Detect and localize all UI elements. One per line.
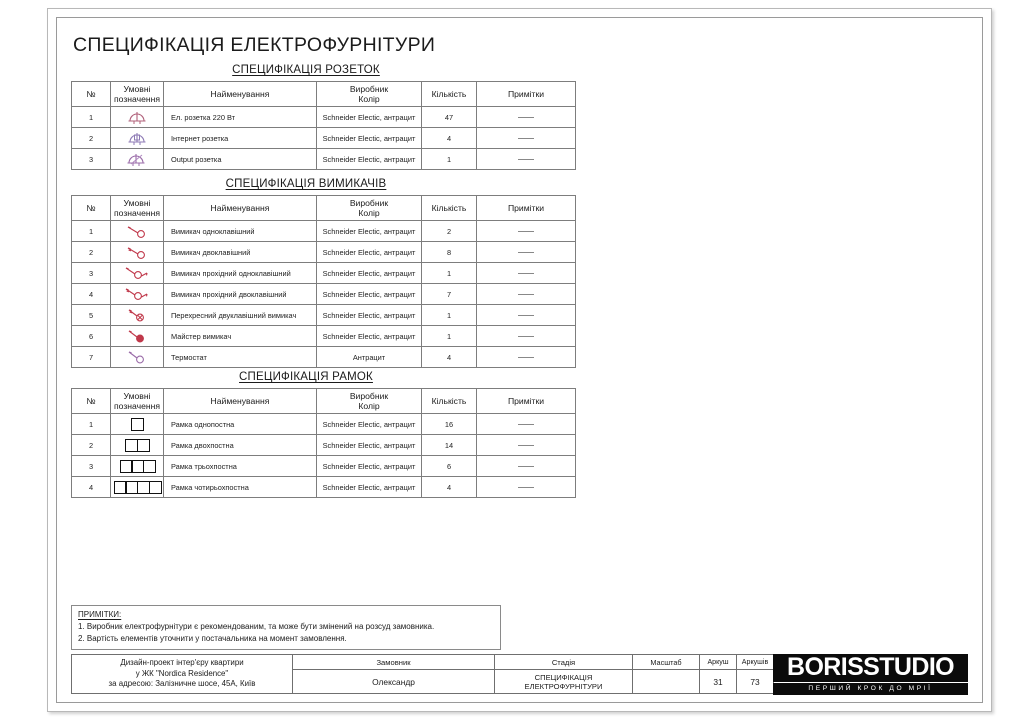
section-title-switches: СПЕЦИФІКАЦІЯ ВИМИКАЧІВ: [225, 178, 387, 190]
col-header-name: Найменування: [164, 196, 317, 221]
row-note: [477, 435, 576, 456]
socket-internet-icon: [111, 128, 164, 149]
row-note: [477, 477, 576, 498]
row-num: 1: [72, 221, 111, 242]
sheet-inner-frame: [56, 17, 983, 703]
frames-table-header: [72, 389, 576, 414]
col-header-maker-line1: Виробник: [349, 390, 389, 401]
row-num: 7: [72, 347, 111, 368]
row-note: [477, 284, 576, 305]
title-block-customer: [292, 654, 495, 694]
project-line-3: за адресою: Залізничне шосе, 45А, Київ: [108, 679, 256, 689]
sockets-table: [71, 81, 576, 170]
table-header-row: [72, 196, 576, 221]
note-dash: [518, 159, 534, 160]
project-line-1: Дизайн-проект інтер'єру квартири: [120, 658, 244, 668]
socket-output-icon: [111, 149, 164, 170]
title-block-scale: [632, 654, 700, 694]
socket-internet-glyph: [126, 130, 148, 146]
row-name: Рамка трьохпостна: [164, 456, 317, 477]
switch-pass-double-icon: [111, 284, 164, 305]
frame-cell: [131, 418, 144, 431]
notes-line-1: 1. Виробник електрофурнітури є рекомендованим, та може бути змінений на розсуд замовника.: [78, 622, 435, 632]
row-note: [477, 414, 576, 435]
table-row: [72, 221, 576, 242]
note-dash: [518, 273, 534, 274]
col-header-maker: [317, 82, 422, 107]
row-qty: 47: [422, 107, 477, 128]
table-row: [72, 305, 576, 326]
switch-pass-single-glyph: [123, 265, 151, 281]
table-row: [72, 263, 576, 284]
row-maker: Schneider Electic, антрацит: [317, 284, 422, 305]
section-frames: [71, 371, 545, 498]
row-note: [477, 107, 576, 128]
note-dash: [518, 138, 534, 139]
title-block-project: [71, 654, 293, 694]
row-maker: Schneider Electic, антрацит: [317, 456, 422, 477]
row-name: Термостат: [164, 347, 317, 368]
title-block: [71, 654, 968, 694]
frame-1-post-icon: [111, 414, 164, 435]
col-header-symbol-line1: Умовні: [123, 197, 151, 208]
row-maker: Schneider Electic, антрацит: [317, 221, 422, 242]
sockets-table-header: [72, 82, 576, 107]
row-note: [477, 242, 576, 263]
frame-cells: [111, 418, 163, 431]
col-header-symbol-line2: позначення: [113, 94, 160, 104]
col-header-symbol: [111, 196, 164, 221]
scale-value: [633, 670, 699, 693]
col-header-name: Найменування: [164, 82, 317, 107]
col-header-symbol-line2: позначення: [113, 208, 160, 218]
col-header-symbol-line2: позначення: [113, 401, 160, 411]
frame-cells: [111, 481, 163, 494]
row-qty: 1: [422, 305, 477, 326]
row-num: 3: [72, 263, 111, 284]
note-dash: [518, 445, 534, 446]
row-num: 2: [72, 128, 111, 149]
col-header-notes: Примітки: [477, 196, 576, 221]
row-maker: Schneider Electic, антрацит: [317, 477, 422, 498]
row-note: [477, 149, 576, 170]
col-header-num: №: [72, 389, 111, 414]
stage-value: СПЕЦИФІКАЦІЯ ЕЛЕКТРОФУРНІТУРИ: [524, 672, 603, 691]
thermostat-glyph: [124, 349, 150, 365]
title-block-sheets: [736, 654, 774, 694]
row-qty: 8: [422, 242, 477, 263]
note-dash: [518, 294, 534, 295]
table-header-row: [72, 82, 576, 107]
switch-pass-single-icon: [111, 263, 164, 284]
row-maker: Schneider Electic, антрацит: [317, 263, 422, 284]
table-row: [72, 284, 576, 305]
notes-line-2: 2. Вартість елементів уточнити у постачальника на момент замовлення.: [78, 633, 347, 643]
section-switches: [71, 178, 545, 368]
title-block-sheet: [699, 654, 737, 694]
stage-label: Стадія: [495, 655, 632, 670]
row-note: [477, 326, 576, 347]
note-dash: [518, 466, 534, 467]
col-header-qty: Кількість: [422, 389, 477, 414]
row-num: 5: [72, 305, 111, 326]
customer-label: Замовник: [293, 655, 494, 670]
row-maker: Schneider Electic, антрацит: [317, 305, 422, 326]
row-num: 1: [72, 414, 111, 435]
socket-power-glyph: [126, 109, 148, 125]
row-qty: 4: [422, 347, 477, 368]
col-header-maker-line2: Колір: [358, 401, 380, 411]
studio-logo: [773, 654, 968, 694]
row-maker: Schneider Electic, антрацит: [317, 435, 422, 456]
frame-3-post-icon: [111, 456, 164, 477]
switch-cross-double-glyph: [124, 307, 150, 323]
row-qty: 16: [422, 414, 477, 435]
frames-table: [71, 388, 576, 498]
logo-wordmark: BORISSTUDIO: [773, 654, 968, 682]
frame-cells: [111, 439, 163, 452]
row-qty: 1: [422, 149, 477, 170]
row-name: Вимикач прохідний двоклавішний: [164, 284, 317, 305]
frames-table-body: [72, 414, 576, 498]
row-note: [477, 456, 576, 477]
table-header-row: [72, 389, 576, 414]
page-title: СПЕЦИФІКАЦІЯ ЕЛЕКТРОФУРНІТУРИ: [73, 34, 436, 56]
col-header-num: №: [72, 196, 111, 221]
col-header-qty: Кількість: [422, 196, 477, 221]
table-row: [72, 107, 576, 128]
switch-single-icon: [111, 221, 164, 242]
row-name: Інтернет розетка: [164, 128, 317, 149]
row-qty: 6: [422, 456, 477, 477]
row-name: Рамка однопостна: [164, 414, 317, 435]
note-dash: [518, 424, 534, 425]
row-maker: Schneider Electic, антрацит: [317, 149, 422, 170]
col-header-maker-line2: Колір: [358, 208, 380, 218]
frame-4-post-icon: [111, 477, 164, 498]
row-maker: Schneider Electic, антрацит: [317, 242, 422, 263]
notes-block: [71, 605, 501, 650]
row-num: 2: [72, 435, 111, 456]
row-name: Рамка двохпостна: [164, 435, 317, 456]
switch-double-icon: [111, 242, 164, 263]
switches-table-body: [72, 221, 576, 368]
row-qty: 4: [422, 128, 477, 149]
col-header-symbol: [111, 389, 164, 414]
switch-pass-double-glyph: [123, 286, 151, 302]
frame-cells: [111, 460, 163, 473]
sheet-value: 31: [713, 676, 723, 687]
row-num: 4: [72, 284, 111, 305]
col-header-symbol: [111, 82, 164, 107]
note-dash: [518, 315, 534, 316]
col-header-num: №: [72, 82, 111, 107]
row-name: Вимикач прохідний одноклавішний: [164, 263, 317, 284]
row-num: 3: [72, 149, 111, 170]
title-block-stage: [494, 654, 633, 694]
socket-power-icon: [111, 107, 164, 128]
sheet-label: Аркуш: [700, 655, 736, 670]
row-qty: 4: [422, 477, 477, 498]
row-maker: Schneider Electic, антрацит: [317, 414, 422, 435]
row-num: 4: [72, 477, 111, 498]
row-num: 3: [72, 456, 111, 477]
customer-value: Олександр: [372, 676, 415, 687]
row-name: Ел. розетка 220 Вт: [164, 107, 317, 128]
logo-tagline: ПЕРШИЙ КРОК ДО МРІЇ: [773, 683, 968, 695]
table-row: [72, 477, 576, 498]
col-header-maker: [317, 196, 422, 221]
sheets-label: Аркушів: [737, 655, 773, 670]
project-line-2: у ЖК "Nordica Residence": [135, 668, 229, 678]
table-row: [72, 128, 576, 149]
frame-cell: [143, 460, 156, 473]
row-name: Вимикач двоклавішний: [164, 242, 317, 263]
sockets-table-body: [72, 107, 576, 170]
col-header-maker-line2: Колір: [358, 94, 380, 104]
switch-single-glyph: [124, 223, 150, 239]
col-header-notes: Примітки: [477, 82, 576, 107]
switch-cross-double-icon: [111, 305, 164, 326]
row-note: [477, 221, 576, 242]
row-name: Вимикач одноклавішний: [164, 221, 317, 242]
row-note: [477, 347, 576, 368]
table-row: [72, 414, 576, 435]
table-row: [72, 347, 576, 368]
row-maker: Schneider Electic, антрацит: [317, 326, 422, 347]
note-dash: [518, 117, 534, 118]
row-name: Майстер вимикач: [164, 326, 317, 347]
section-title-frames: СПЕЦИФІКАЦІЯ РАМОК: [239, 371, 373, 383]
row-num: 2: [72, 242, 111, 263]
switches-table-header: [72, 196, 576, 221]
row-name: Output розетка: [164, 149, 317, 170]
section-sockets: [71, 64, 545, 170]
col-header-name: Найменування: [164, 389, 317, 414]
row-qty: 14: [422, 435, 477, 456]
table-row: [72, 326, 576, 347]
frame-cell: [137, 439, 150, 452]
row-qty: 1: [422, 326, 477, 347]
col-header-maker-line1: Виробник: [349, 197, 389, 208]
switch-master-glyph: [124, 328, 150, 344]
row-qty: 7: [422, 284, 477, 305]
row-name: Перехресний двуклавішний вимикач: [164, 305, 317, 326]
table-row: [72, 242, 576, 263]
row-note: [477, 128, 576, 149]
row-num: 1: [72, 107, 111, 128]
table-row: [72, 149, 576, 170]
col-header-symbol-line1: Умовні: [123, 390, 151, 401]
row-note: [477, 263, 576, 284]
table-row: [72, 435, 576, 456]
col-header-notes: Примітки: [477, 389, 576, 414]
sheets-value: 73: [750, 676, 760, 687]
frame-2-post-icon: [111, 435, 164, 456]
row-num: 6: [72, 326, 111, 347]
thermostat-icon: [111, 347, 164, 368]
row-maker: Schneider Electic, антрацит: [317, 128, 422, 149]
scale-label: Масштаб: [633, 655, 699, 670]
row-maker: Антрацит: [317, 347, 422, 368]
switches-table: [71, 195, 576, 368]
col-header-symbol-line1: Умовні: [123, 83, 151, 94]
switch-master-icon: [111, 326, 164, 347]
note-dash: [518, 336, 534, 337]
note-dash: [518, 231, 534, 232]
row-name: Рамка чотирьохпостна: [164, 477, 317, 498]
row-maker: Schneider Electic, антрацит: [317, 107, 422, 128]
note-dash: [518, 487, 534, 488]
notes-title: ПРИМІТКИ:: [78, 610, 122, 620]
note-dash: [518, 357, 534, 358]
table-row: [72, 456, 576, 477]
row-note: [477, 305, 576, 326]
switch-double-glyph: [124, 244, 150, 260]
col-header-qty: Кількість: [422, 82, 477, 107]
socket-output-glyph: [125, 151, 149, 167]
drawing-sheet: [47, 8, 992, 712]
note-dash: [518, 252, 534, 253]
frame-cell: [149, 481, 162, 494]
row-qty: 1: [422, 263, 477, 284]
section-title-sockets: СПЕЦИФІКАЦІЯ РОЗЕТОК: [232, 64, 380, 76]
col-header-maker-line1: Виробник: [349, 83, 389, 94]
col-header-maker: [317, 389, 422, 414]
row-qty: 2: [422, 221, 477, 242]
